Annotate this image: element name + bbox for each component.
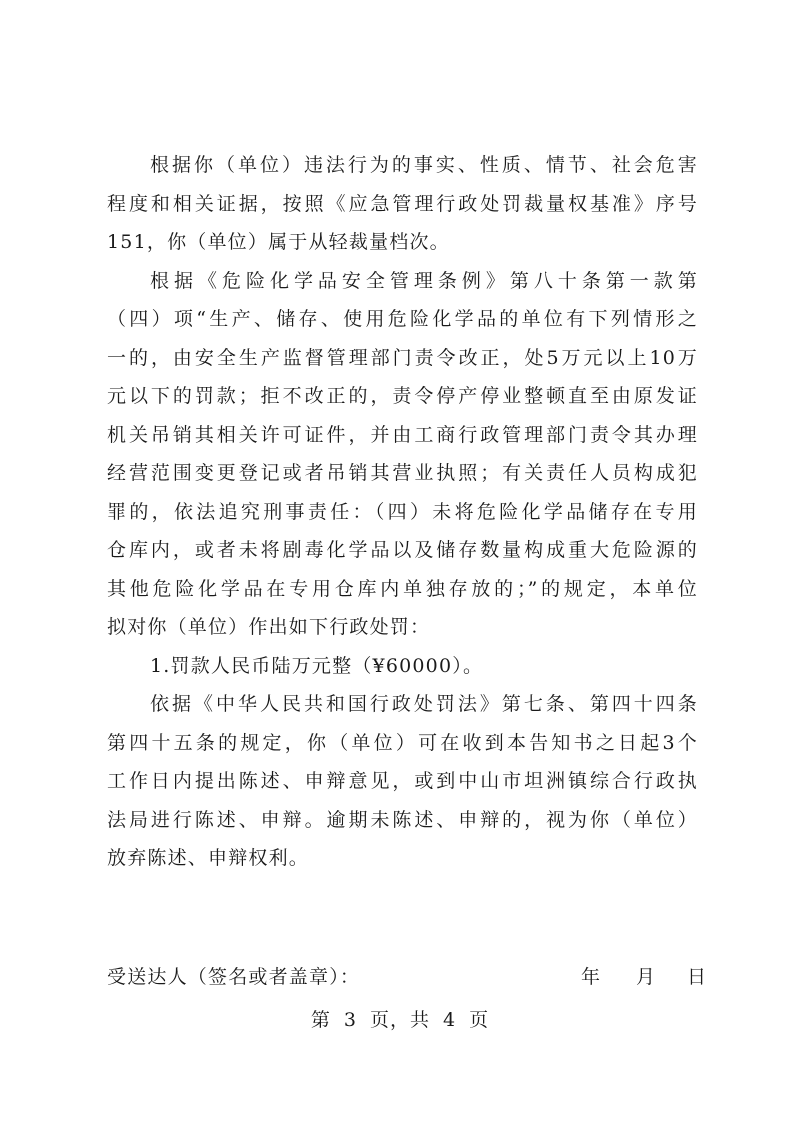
text-line: 程度和相关证据，按照《应急管理行政处罚裁量权基准》序号 (107, 192, 698, 215)
text-line: 一的，由安全生产监督管理部门责令改正，处5万元以上10万 (107, 346, 698, 369)
recipient-signature-label: 受送达人（签名或者盖章）： (107, 966, 361, 988)
date-month-label: 月 (636, 966, 657, 988)
signature-row (107, 962, 708, 998)
text-line: 放弃陈述、申辩权利。 (107, 847, 310, 869)
text-line: （四）项“生产、储存、使用危险化学品的单位有下列情形之 (107, 308, 698, 330)
text-line: 经营范围变更登记或者吊销其营业执照；有关责任人员构成犯 (107, 462, 698, 484)
penalty-fine-amount: 1.罚款人民币陆万元整（¥60000）。 (150, 654, 484, 677)
text-line: 其他危险化学品在专用仓库内单独存放的；”的规定，本单位 (107, 577, 698, 600)
page-number-footer: 第 3 页，共 4 页 (310, 1009, 490, 1031)
document-body (107, 146, 698, 878)
text-line: 机关吊销其相关许可证件，并由工商行政管理部门责令其办理 (107, 423, 698, 446)
date-year-label: 年 (581, 966, 602, 988)
paragraph-rights-notice (107, 685, 698, 878)
text-line: 罪的，依法追究刑事责任：（四）未将危险化学品储存在专用 (107, 500, 698, 523)
text-line: 根据你（单位）违法行为的事实、性质、情节、社会危害 (150, 154, 698, 176)
text-line: 工作日内提出陈述、申辩意见，或到中山市坦洲镇综合行政执 (107, 770, 698, 792)
penalty-item (107, 647, 698, 686)
text-line: 依据《中华人民共和国行政处罚法》第七条、第四十四条 (150, 693, 698, 715)
text-line: 拟对你（单位）作出如下行政处罚： (107, 616, 431, 638)
paragraph-basis-discretion (107, 146, 698, 262)
text-line: 根据《危险化学品安全管理条例》第八十条第一款第 (150, 269, 698, 292)
paragraph-legal-basis-regulation (107, 262, 698, 647)
text-line: 仓库内，或者未将剧毒化学品以及储存数量构成重大危险源的 (107, 539, 698, 561)
date-day-label: 日 (687, 966, 708, 988)
text-line: 151，你（单位）属于从轻裁量档次。 (107, 231, 450, 253)
text-line: 元以下的罚款；拒不改正的，责令停产停业整顿直至由原发证 (107, 385, 698, 407)
text-line: 第四十五条的规定，你（单位）可在收到本告知书之日起3个 (107, 731, 698, 754)
text-line: 法局进行陈述、申辩。逾期未陈述、申辩的，视为你（单位） (107, 808, 698, 831)
